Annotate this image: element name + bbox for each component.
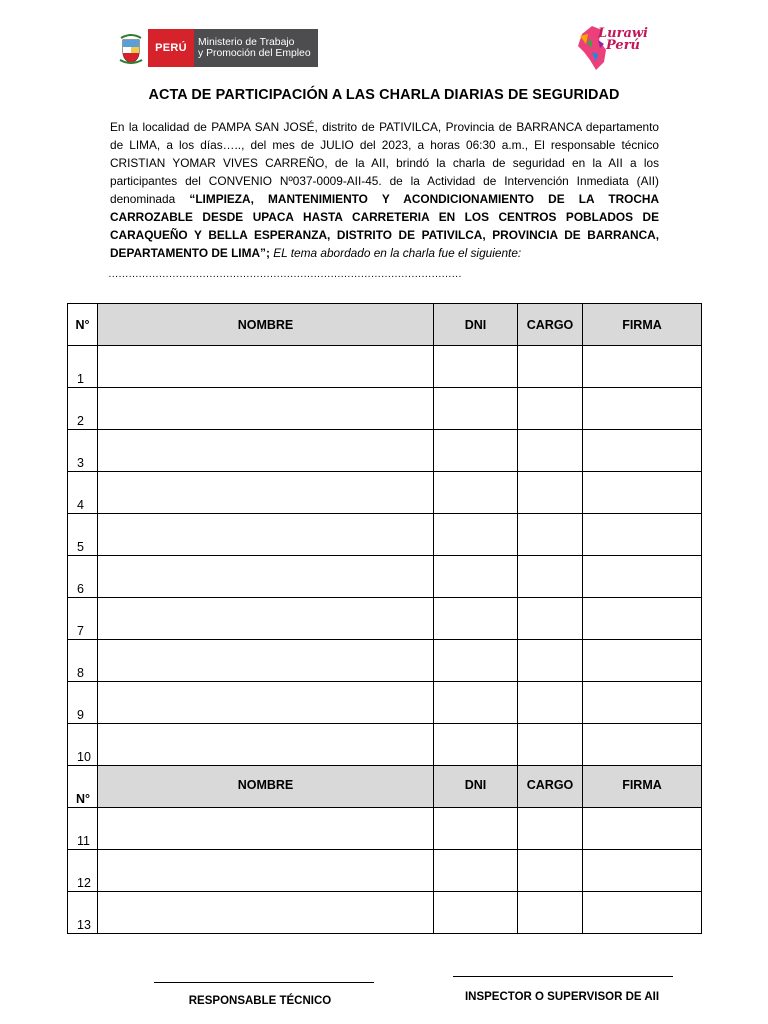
dni-cell[interactable] <box>434 808 518 850</box>
firma-cell[interactable] <box>583 388 702 430</box>
lurawi-wordmark <box>598 28 648 52</box>
name-cell[interactable] <box>98 346 434 388</box>
topic-text: EL tema abordado en la charla fue el siguiente: <box>269 246 522 260</box>
row-number: 7 <box>68 598 98 640</box>
table-header-row <box>68 304 702 346</box>
firma-cell[interactable] <box>583 514 702 556</box>
dni-cell[interactable] <box>434 892 518 934</box>
table-row <box>68 640 702 682</box>
dni-cell[interactable] <box>434 850 518 892</box>
subheader-dni: DNI <box>434 766 518 808</box>
firma-cell[interactable] <box>583 640 702 682</box>
document-title: ACTA DE PARTICIPACIÓN A LAS CHARLA DIARIAS DE SEGURIDAD <box>148 87 620 103</box>
table-row <box>68 388 702 430</box>
right-signature-label: INSPECTOR O SUPERVISOR DE AII <box>464 991 660 1003</box>
row-number: 12 <box>68 850 98 892</box>
dni-cell[interactable] <box>434 388 518 430</box>
table-row <box>68 346 702 388</box>
table-row <box>68 430 702 472</box>
name-cell[interactable] <box>98 556 434 598</box>
firma-cell[interactable] <box>583 724 702 766</box>
name-cell[interactable] <box>98 850 434 892</box>
attendance-table <box>67 303 702 934</box>
dni-cell[interactable] <box>434 724 518 766</box>
cargo-cell[interactable] <box>518 556 583 598</box>
dni-cell[interactable] <box>434 430 518 472</box>
dni-cell[interactable] <box>434 556 518 598</box>
intro-paragraph <box>110 118 659 262</box>
firma-cell[interactable] <box>583 430 702 472</box>
header-cargo: CARGO <box>518 304 583 346</box>
cargo-cell[interactable] <box>518 598 583 640</box>
row-number: 11 <box>68 808 98 850</box>
left-signature-line <box>154 982 374 983</box>
ministry-logo <box>114 28 318 68</box>
name-cell[interactable] <box>98 892 434 934</box>
dni-cell[interactable] <box>434 472 518 514</box>
dni-cell[interactable] <box>434 598 518 640</box>
cargo-cell[interactable] <box>518 514 583 556</box>
lurawi-line-1: Lurawi <box>598 26 648 41</box>
subheader-cargo: CARGO <box>518 766 583 808</box>
firma-cell[interactable] <box>583 556 702 598</box>
row-number: 3 <box>68 430 98 472</box>
firma-cell[interactable] <box>583 598 702 640</box>
table-subheader-row <box>68 766 702 808</box>
table-row <box>68 556 702 598</box>
firma-cell[interactable] <box>583 472 702 514</box>
name-cell[interactable] <box>98 514 434 556</box>
cargo-cell[interactable] <box>518 346 583 388</box>
cargo-cell[interactable] <box>518 850 583 892</box>
topic-fill-line: …………………………………………………………………………………………… <box>108 268 462 280</box>
table-row <box>68 682 702 724</box>
row-number: 10 <box>68 724 98 766</box>
row-number: 6 <box>68 556 98 598</box>
header-number: N° <box>68 304 98 346</box>
firma-cell[interactable] <box>583 892 702 934</box>
subheader-number: N° <box>68 766 98 808</box>
project-name: “LIMPIEZA, MANTENIMIENTO Y ACONDICIONAMIENTO DE LA TROCHA CARROZABLE DESDE UPACA HASTA CARRETERIA EN LOS CENTROS POBLADOS DE CARAQUEÑO Y BELLA ESPERANZA, DISTRITO DE PATIVILCA, PROVINCIA DE BARRANCA, DEPARTAMENTO DE LIMA” <box>110 192 660 260</box>
cargo-cell[interactable] <box>518 472 583 514</box>
header-name: NOMBRE <box>98 304 434 346</box>
cargo-cell[interactable] <box>518 430 583 472</box>
dni-cell[interactable] <box>434 346 518 388</box>
ministry-line-2: y Promoción del Empleo <box>198 48 311 59</box>
ministry-line-1: Ministerio de Trabajo <box>198 37 295 48</box>
cargo-cell[interactable] <box>518 388 583 430</box>
lurawi-line-2: Perú <box>606 38 640 53</box>
table-row <box>68 724 702 766</box>
right-signature-line <box>453 976 673 977</box>
dni-cell[interactable] <box>434 682 518 724</box>
table-row <box>68 808 702 850</box>
cargo-cell[interactable] <box>518 892 583 934</box>
subheader-firma: FIRMA <box>583 766 702 808</box>
dni-cell[interactable] <box>434 640 518 682</box>
name-cell[interactable] <box>98 472 434 514</box>
firma-cell[interactable] <box>583 808 702 850</box>
row-number: 5 <box>68 514 98 556</box>
cargo-cell[interactable] <box>518 808 583 850</box>
table-row <box>68 472 702 514</box>
separator: ; <box>265 246 270 260</box>
name-cell[interactable] <box>98 724 434 766</box>
table-row <box>68 850 702 892</box>
cargo-cell[interactable] <box>518 724 583 766</box>
firma-cell[interactable] <box>583 682 702 724</box>
dni-cell[interactable] <box>434 514 518 556</box>
name-cell[interactable] <box>98 598 434 640</box>
firma-cell[interactable] <box>583 850 702 892</box>
intro-text: En la localidad de PAMPA SAN JOSÉ, distrito de PATIVILCA, Provincia de BARRANCA departamento de LIMA, a los días….., del mes de JULIO del 2023, a horas 06:30 a.m., El responsable técnico CRISTIAN YOMAR VIVES CARREÑO, de la AII, brindó la charla de seguridad en la AII a los participantes del CONVENIO Nº037-0009-AII-45. de la Actividad de Intervención Inmediata (AII) denominada <box>110 120 659 206</box>
left-signature-label: RESPONSABLE TÉCNICO <box>188 995 332 1007</box>
row-number: 9 <box>68 682 98 724</box>
table-row <box>68 598 702 640</box>
name-cell[interactable] <box>98 640 434 682</box>
peru-label: PERÚ <box>148 29 194 67</box>
firma-cell[interactable] <box>583 346 702 388</box>
subheader-name: NOMBRE <box>98 766 434 808</box>
row-number: 8 <box>68 640 98 682</box>
row-number: 2 <box>68 388 98 430</box>
name-cell[interactable] <box>98 430 434 472</box>
header-dni: DNI <box>434 304 518 346</box>
row-number: 13 <box>68 892 98 934</box>
name-cell[interactable] <box>98 388 434 430</box>
row-number: 1 <box>68 346 98 388</box>
cargo-cell[interactable] <box>518 682 583 724</box>
table-row <box>68 514 702 556</box>
table-row <box>68 892 702 934</box>
ministry-name <box>194 29 318 67</box>
cargo-cell[interactable] <box>518 640 583 682</box>
lurawi-peru-logo <box>572 20 652 76</box>
name-cell[interactable] <box>98 682 434 724</box>
name-cell[interactable] <box>98 808 434 850</box>
peru-coat-of-arms-icon <box>114 28 148 68</box>
row-number: 4 <box>68 472 98 514</box>
header-firma: FIRMA <box>583 304 702 346</box>
